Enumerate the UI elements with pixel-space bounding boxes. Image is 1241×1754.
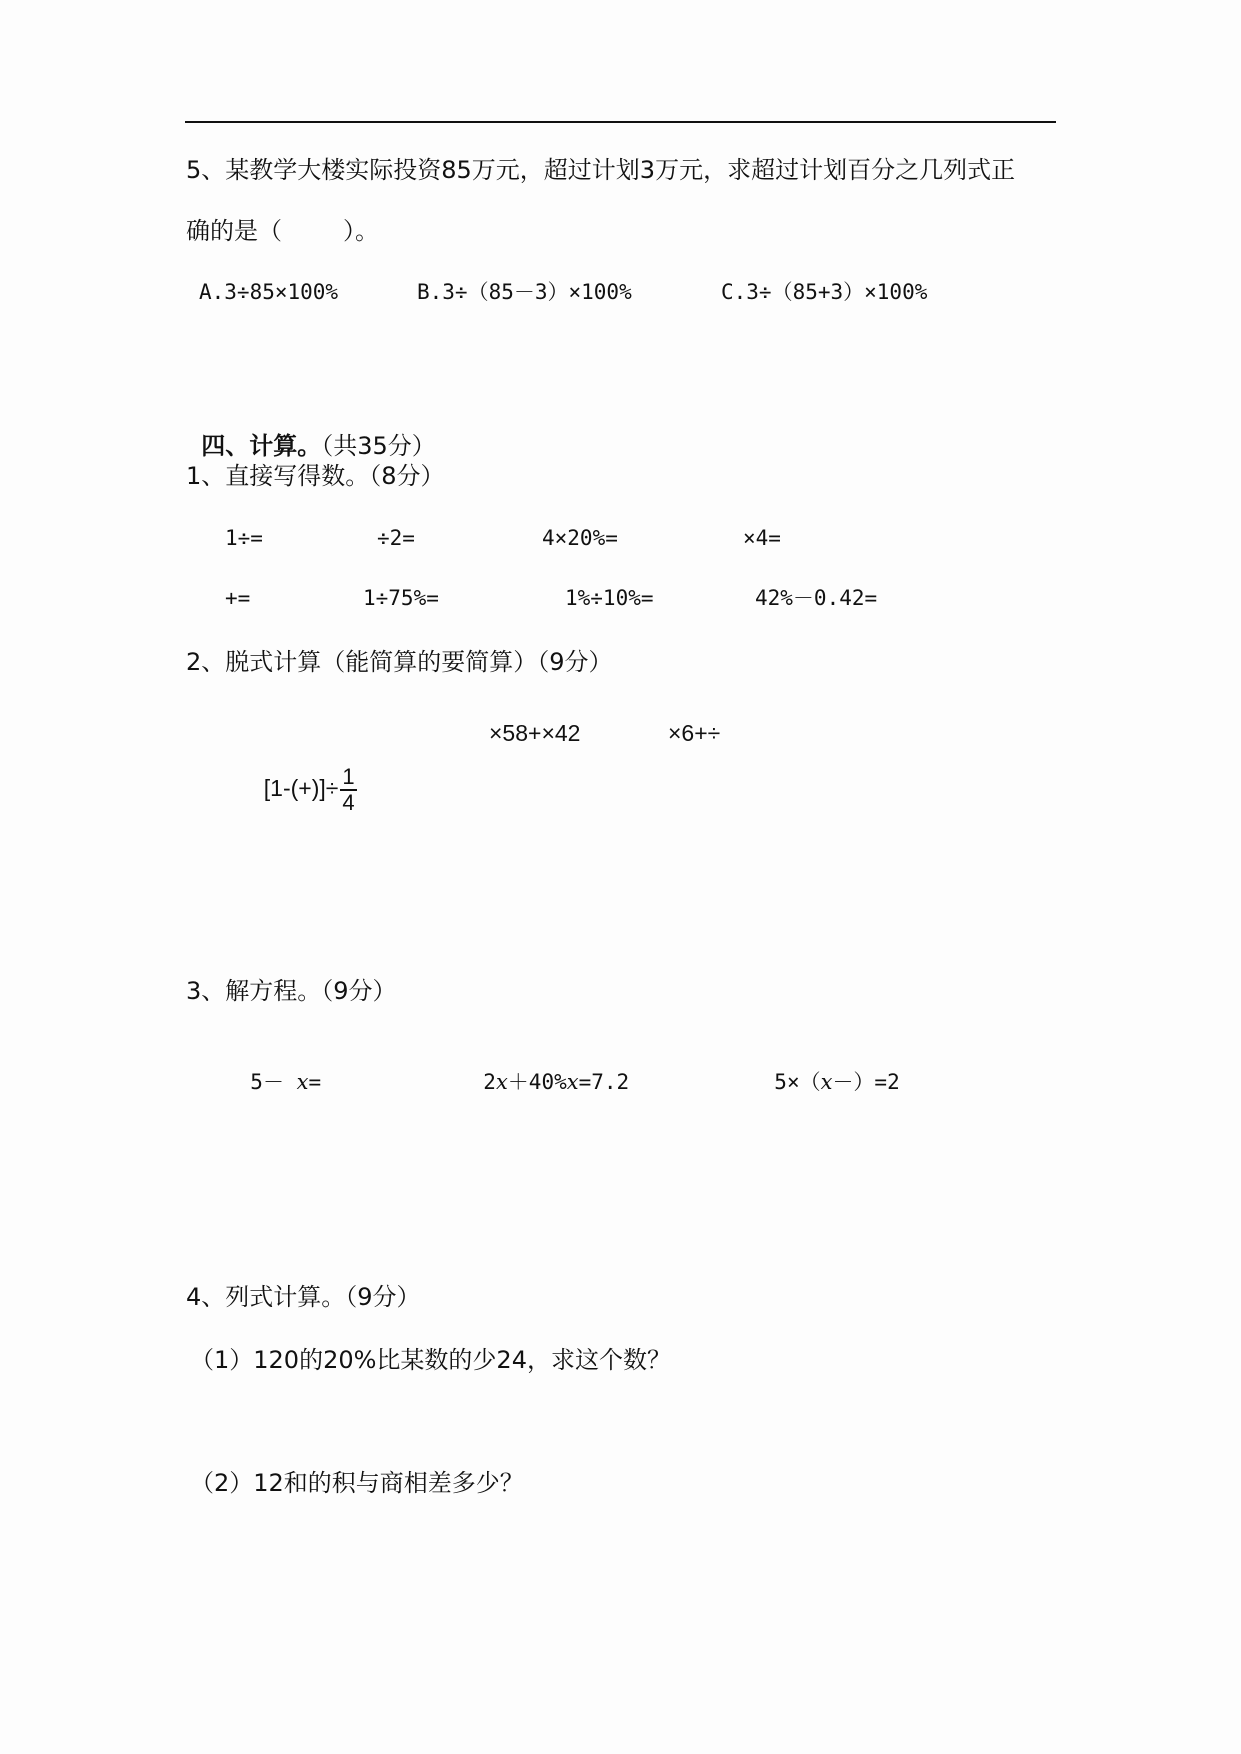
variable-x: x <box>495 1070 508 1094</box>
oral-calc-item: 42%－0.42= <box>755 586 878 610</box>
oral-calc-item: 1÷75%= <box>363 586 439 610</box>
stepwise-expression-1 <box>251 713 357 815</box>
variable-x: x <box>296 1070 309 1094</box>
variable-x: x <box>566 1070 579 1094</box>
part1-title: 1、直接写得数。（8分） <box>186 462 445 490</box>
part4-title: 4、列式计算。（9分） <box>186 1283 421 1311</box>
section4-title: 四、计算。 <box>201 432 322 460</box>
word-problem-1: （1）120的20%比某数的少24，求这个数？ <box>190 1346 671 1374</box>
equation-text: 2 <box>483 1070 496 1094</box>
equation-text: =7.2 <box>578 1070 630 1094</box>
header-rule <box>185 121 1056 123</box>
equation-2 <box>458 1037 629 1097</box>
word-problem-2: （2）12和的积与商相差多少？ <box>190 1469 524 1497</box>
stepwise-expression-3: ×6+÷ <box>668 720 721 746</box>
oral-calc-item: 4×20%= <box>542 526 618 550</box>
oral-calc-item: 1÷= <box>225 526 263 550</box>
expression-prefix: [1-(+)]÷ <box>263 775 339 801</box>
q5-stem-line1: 5、某教学大楼实际投资85万元，超过计划3万元，求超过计划百分之几列式正 <box>186 156 1016 184</box>
equation-1 <box>225 1037 321 1097</box>
equation-text: ＋40% <box>507 1070 567 1094</box>
q5-stem-line2: 确的是（ ）。 <box>186 217 380 245</box>
equation-text: －）=2 <box>832 1070 900 1094</box>
q5-option-b[interactable]: B.3÷（85－3）×100% <box>417 280 632 304</box>
oral-calc-item: 1%÷10%= <box>565 586 654 610</box>
q5-option-a[interactable]: A.3÷85×100% <box>199 280 339 304</box>
part2-title: 2、脱式计算（能简算的要简算）（9分） <box>186 648 613 676</box>
section4-score: （共35分） <box>321 432 436 460</box>
fraction-denominator: 4 <box>342 789 355 815</box>
equation-text: 5－ <box>250 1070 297 1094</box>
equation-3 <box>749 1037 900 1097</box>
fraction <box>340 765 356 815</box>
fraction-numerator: 1 <box>342 763 355 789</box>
oral-calc-item: ×4= <box>743 526 781 550</box>
oral-calc-item: ÷2= <box>377 526 415 550</box>
equation-text: = <box>308 1070 322 1094</box>
section4-heading <box>186 401 436 461</box>
oral-calc-item: += <box>225 586 251 610</box>
part3-title: 3、解方程。（9分） <box>186 977 397 1005</box>
q5-option-c[interactable]: C.3÷（85+3）×100% <box>721 280 928 304</box>
variable-x: x <box>820 1070 833 1094</box>
equation-text: 5×（ <box>774 1070 821 1094</box>
stepwise-expression-2: ×58+×42 <box>489 720 581 746</box>
